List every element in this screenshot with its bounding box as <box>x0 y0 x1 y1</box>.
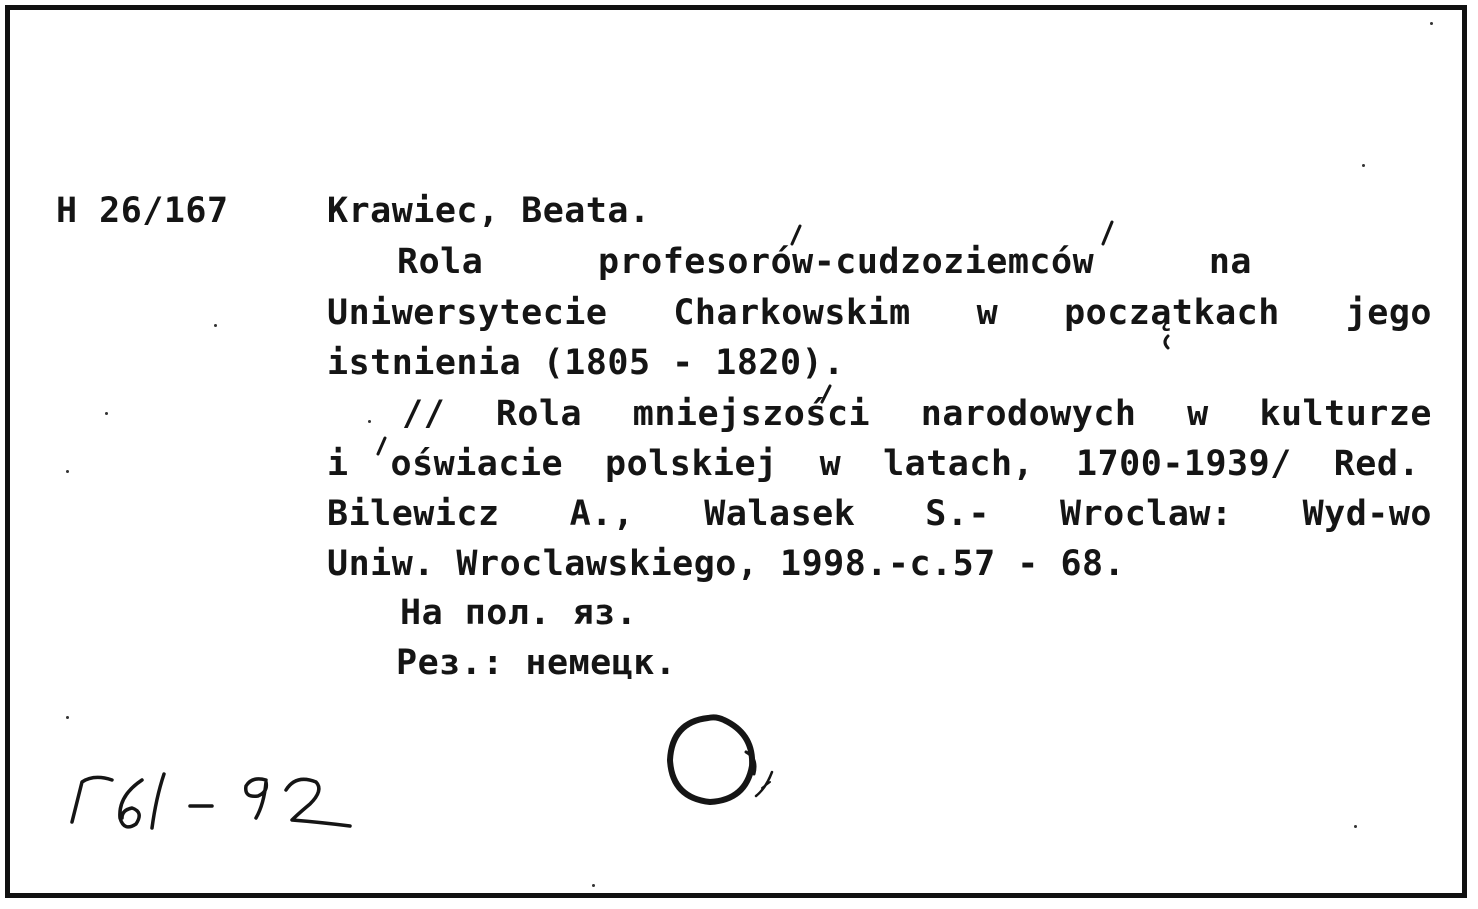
speck <box>214 324 217 327</box>
source-line-4: Uniw. Wroclawskiego, 1998.-c.57 - 68. <box>327 544 1126 584</box>
source-line-2: i oświacie polskiej w latach, 1700-1939/ Red. <box>327 444 1420 484</box>
source-line-1: // Rola mniejszości narodowych w kulturze <box>402 394 1432 434</box>
speck <box>1430 22 1433 25</box>
summary-note: Рез.: немецк. <box>396 643 677 683</box>
speck <box>66 470 69 473</box>
speck <box>66 716 69 719</box>
handwritten-code <box>60 760 370 850</box>
speck <box>1354 825 1357 828</box>
title-line-3: istnienia (1805 - 1820). <box>327 343 845 383</box>
language-note: На пол. яз. <box>400 593 638 633</box>
speck <box>592 884 595 887</box>
speck <box>368 420 371 423</box>
source-line-3: Bilewicz A., Walasek S.- Wroclaw: Wyd-wo <box>327 494 1432 534</box>
title-line-1: Rola profesorów-cudzoziemców na <box>397 242 1252 282</box>
speck <box>1362 164 1365 167</box>
speck <box>105 412 108 415</box>
author-name: Krawiec, Beata. <box>327 191 651 231</box>
title-line-2: Uniwersytecie Charkowskim w początkach jego <box>327 293 1432 333</box>
punch-hole <box>662 712 790 830</box>
call-number: Н 26/167 <box>56 191 229 231</box>
